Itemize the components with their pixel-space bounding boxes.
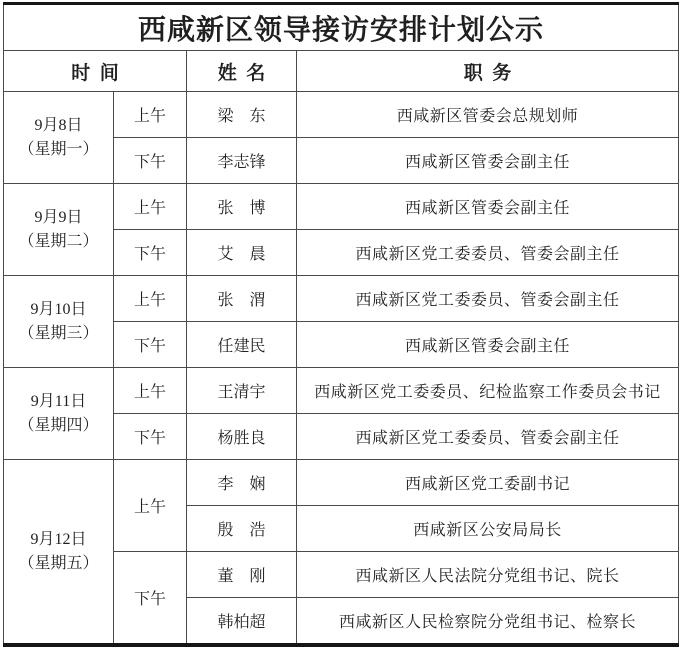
period-cell: 下午 — [114, 552, 187, 646]
name-cell: 张 博 — [187, 184, 297, 230]
date-cell — [4, 184, 114, 276]
name-cell: 殷 浩 — [187, 506, 297, 552]
date-cell — [4, 276, 114, 368]
column-header-position: 职 务 — [297, 51, 679, 92]
period-cell: 下午 — [114, 138, 187, 184]
weekday-text: （星期一） — [18, 140, 99, 158]
position-cell: 西咸新区管委会副主任 — [297, 184, 679, 230]
position-cell: 西咸新区管委会副主任 — [297, 138, 679, 184]
weekday-text: （星期三） — [18, 324, 99, 342]
name-cell: 李志锋 — [187, 138, 297, 184]
date-cell — [4, 368, 114, 460]
name-cell: 杨胜良 — [187, 414, 297, 460]
name-cell: 韩柏超 — [187, 598, 297, 646]
period-cell: 上午 — [114, 276, 187, 322]
position-cell: 西咸新区人民检察院分党组书记、检察长 — [297, 598, 679, 646]
period-cell: 上午 — [114, 184, 187, 230]
period-cell: 下午 — [114, 322, 187, 368]
table-row — [4, 184, 679, 230]
position-cell: 西咸新区党工委副书记 — [297, 460, 679, 506]
table-row — [4, 460, 679, 506]
date-text: 9月8日 — [34, 116, 83, 134]
page-title: 西咸新区领导接访安排计划公示 — [4, 4, 679, 51]
position-cell: 西咸新区党工委委员、管委会副主任 — [297, 414, 679, 460]
position-cell: 西咸新区党工委委员、管委会副主任 — [297, 276, 679, 322]
date-text: 9月12日 — [30, 530, 87, 548]
weekday-text: （星期二） — [18, 232, 99, 250]
table-row — [4, 276, 679, 322]
name-cell: 王清宇 — [187, 368, 297, 414]
table-row — [4, 368, 679, 414]
name-cell: 梁 东 — [187, 92, 297, 138]
date-cell — [4, 460, 114, 646]
date-text: 9月10日 — [30, 300, 87, 318]
position-cell: 西咸新区党工委委员、纪检监察工作委员会书记 — [297, 368, 679, 414]
position-cell: 西咸新区管委会总规划师 — [297, 92, 679, 138]
weekday-text: （星期四） — [18, 416, 99, 434]
period-cell: 下午 — [114, 414, 187, 460]
name-cell: 董 刚 — [187, 552, 297, 598]
table-row — [4, 92, 679, 138]
reception-schedule-table — [3, 2, 679, 647]
position-cell: 西咸新区人民法院分党组书记、院长 — [297, 552, 679, 598]
period-cell: 上午 — [114, 368, 187, 414]
name-cell: 艾 晨 — [187, 230, 297, 276]
name-cell: 张 渭 — [187, 276, 297, 322]
title-row — [4, 4, 679, 51]
period-cell: 下午 — [114, 230, 187, 276]
period-cell: 上午 — [114, 92, 187, 138]
position-cell: 西咸新区党工委委员、管委会副主任 — [297, 230, 679, 276]
name-cell: 李 娴 — [187, 460, 297, 506]
position-cell: 西咸新区公安局局长 — [297, 506, 679, 552]
date-text: 9月9日 — [34, 208, 83, 226]
date-text: 9月11日 — [30, 392, 87, 410]
name-cell: 任建民 — [187, 322, 297, 368]
column-header-row — [4, 51, 679, 92]
weekday-text: （星期五） — [18, 554, 99, 572]
position-cell: 西咸新区管委会副主任 — [297, 322, 679, 368]
column-header-name: 姓 名 — [187, 51, 297, 92]
column-header-time: 时 间 — [4, 51, 187, 92]
date-cell — [4, 92, 114, 184]
period-cell: 上午 — [114, 460, 187, 552]
